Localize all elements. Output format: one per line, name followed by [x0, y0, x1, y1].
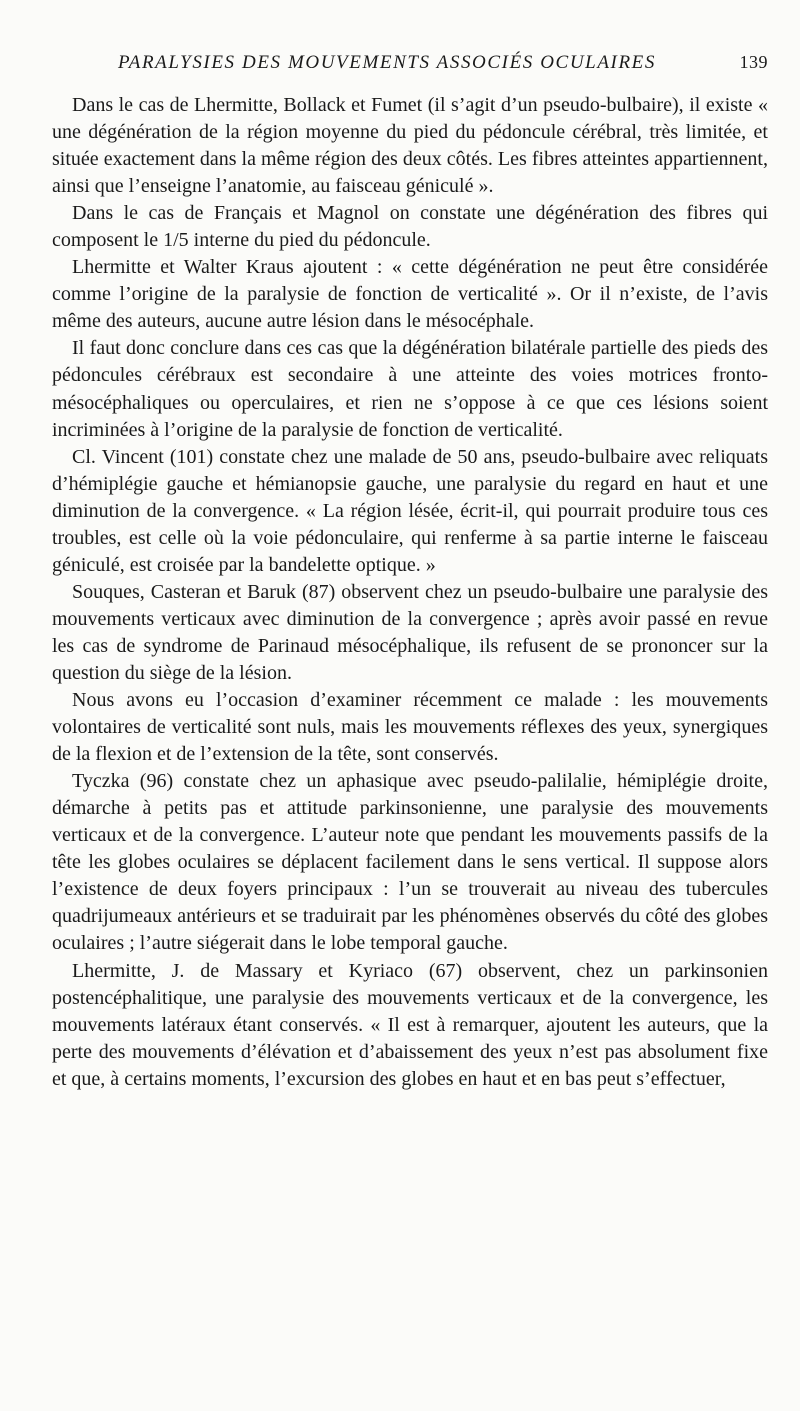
paragraph: Tyczka (96) constate chez un aphasique avec pseudo-palilalie, hémiplégie droite, démarche à petits pas et attitude parkinsonienne, une paralysie des mouvements verticaux et de la convergence. L’auteur note que pendant les mouvements passifs de la tête les globes oculaires se déplacent facilement dans le sens vertical. Il suppose alors l’existence de deux foyers principaux : l’un se trouverait au niveau des tubercules quadrijumeaux antérieurs et se traduirait par les phénomènes observés du côté des globes oculaires ; l’autre siégerait dans le lobe temporal gauche.	[52, 770, 768, 955]
paragraph: Lhermitte, J. de Massary et Kyriaco (67) observent, chez un parkinsonien postencéphalitique, une paralysie des mouvements verticaux et de la convergence, les mouvements latéraux étant conservés. « Il est à remarquer, ajoutent les auteurs, que la perte des mouvements d’élévation et d’abaissement des yeux n’est pas absolument fixe et que, à certains moments, l’excursion des globes en haut et en bas peut s’effectuer,	[52, 959, 768, 1090]
paragraph: Lhermitte et Walter Kraus ajoutent : « cette dégénération ne peut être considérée comme l’origine de la paralysie de fonction de verticalité ». Or il n’existe, de l’avis même des auteurs, aucune autre lésion dans le mésocéphale.	[52, 256, 768, 333]
paragraph: Cl. Vincent (101) constate chez une malade de 50 ans, pseudo-bulbaire avec reliquats d’hémiplégie gauche et hémianopsie gauche, une paralysie du regard en haut et une diminution de la convergence. « La région lésée, écrit-il, qui pourrait produire tous ces troubles, est celle où la voie pédonculaire, qui renferme à sa partie interne le faisceau géniculé, est croisée par la bandelette optique. »	[52, 445, 768, 576]
body-text	[52, 92, 768, 1093]
paragraph: Il faut donc conclure dans ces cas que la dégénération bilatérale partielle des pieds des pédoncules cérébraux est secondaire à une atteinte des voies motrices fronto-mésocéphaliques ou operculaires, et rien ne s’oppose à ce que ces lésions soient incriminées à l’origine de la paralysie de fonction de verticalité.	[52, 337, 768, 441]
running-title: PARALYSIES DES MOUVEMENTS ASSOCIÉS OCULAIRES	[118, 52, 656, 73]
page-number: 139	[739, 52, 768, 72]
paragraph: Dans le cas de Lhermitte, Bollack et Fumet (il s’agit d’un pseudo-bulbaire), il existe « une dégénération de la région moyenne du pied du pédoncule cérébral, très limitée, et située exactement dans la même région des deux côtés. Les fibres atteintes appartiennent, ainsi que l’enseigne l’anatomie, au faisceau géniculé ».	[52, 94, 768, 198]
paragraph: Souques, Casteran et Baruk (87) observent chez un pseudo-bulbaire une paralysie des mouvements verticaux avec diminution de la convergence ; après avoir passé en revue les cas de syndrome de Parinaud mésocéphalique, ils refusent de se prononcer sur la question du siège de la lésion.	[52, 580, 768, 684]
paragraph: Nous avons eu l’occasion d’examiner récemment ce malade : les mouvements volontaires de verticalité sont nuls, mais les mouvements réflexes des yeux, synergiques de la flexion et de l’extension de la tête, sont conservés.	[52, 689, 768, 766]
page-header	[118, 52, 768, 82]
paragraph: Dans le cas de Français et Magnol on constate une dégénération des fibres qui composent le 1/5 interne du pied du pédoncule.	[52, 202, 768, 252]
